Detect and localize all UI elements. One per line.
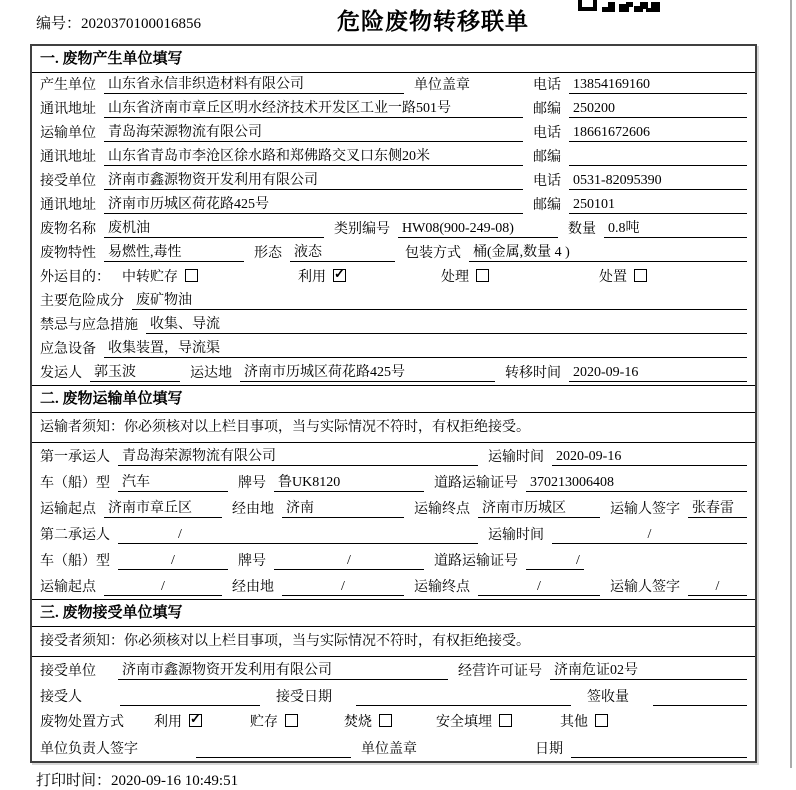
terminal2-value: /	[478, 579, 600, 596]
row-carrier2	[32, 521, 755, 547]
head-sign-value	[196, 757, 351, 758]
print-time-value: 2020-09-16 10:49:51	[111, 773, 239, 789]
option-label: 安全填埋	[436, 714, 492, 730]
row-waste-name	[32, 217, 755, 241]
row-accept-person	[32, 683, 755, 709]
row-head-sign	[32, 735, 755, 761]
addr1-label: 通讯地址	[40, 102, 96, 117]
option-label: 处置	[599, 269, 627, 285]
plate2-label: 牌号	[238, 554, 266, 569]
quantity-label: 数量	[568, 222, 596, 237]
destination-value: 济南市历城区荷花路425号	[240, 361, 495, 382]
checkbox-incinerate[interactable]	[379, 714, 392, 727]
zip2-value	[569, 165, 747, 166]
category-label: 类别编号	[334, 222, 390, 237]
plate1-value: 鲁UK8120	[274, 471, 424, 492]
row-carrier1	[32, 443, 755, 469]
road-no1-label: 道路运输证号	[434, 476, 518, 491]
disposal-option-store	[250, 711, 298, 731]
purpose-option-transit-storage	[122, 266, 198, 286]
zip2-label: 邮编	[533, 150, 561, 165]
row-purpose	[32, 265, 755, 289]
origin1-value: 济南市章丘区	[104, 497, 222, 518]
packing-value: 桶(金属,数量 4 )	[469, 241, 747, 262]
form-header	[0, 0, 796, 44]
print-time	[36, 769, 796, 790]
carrier2-label: 第二承运人	[40, 528, 110, 543]
phone1-value: 13854169160	[569, 77, 747, 94]
option-label: 利用	[154, 714, 182, 730]
category-value: HW08(900-249-08)	[398, 221, 558, 238]
row-route1	[32, 495, 755, 521]
trait-label: 废物特性	[40, 246, 96, 261]
time1-label: 运输时间	[488, 450, 544, 465]
purpose-option-utilize	[298, 266, 346, 286]
row-accept-unit	[32, 657, 755, 683]
date-value	[571, 757, 747, 758]
checkbox-treat[interactable]	[476, 269, 489, 282]
row-transporter-address	[32, 145, 755, 169]
taboo-value: 收集、导流	[146, 313, 747, 334]
row-vehicle2	[32, 547, 755, 573]
disposal-option-landfill	[436, 711, 512, 731]
row-receiver-address	[32, 193, 755, 217]
purpose-label: 外运目的：	[40, 269, 110, 285]
permit-value: 济南危证02号	[550, 659, 747, 680]
option-label: 焚烧	[344, 714, 372, 730]
zip3-label: 邮编	[533, 198, 561, 213]
time1-value: 2020-09-16	[552, 449, 747, 466]
addr2-value: 山东省青岛市李沧区徐水路和郑佛路交叉口东侧20米	[104, 145, 523, 166]
transfer-time-value: 2020-09-16	[569, 365, 747, 382]
equipment-label: 应急设备	[40, 342, 96, 357]
checkbox-store[interactable]	[285, 714, 298, 727]
zip1-label: 邮编	[533, 102, 561, 117]
terminal1-value: 济南市历城区	[478, 497, 600, 518]
transfer-time-label: 转移时间	[505, 366, 561, 381]
shipper-label: 发运人	[40, 366, 82, 381]
accept-unit-label: 接受单位	[40, 664, 96, 679]
road-no2-value: /	[526, 553, 584, 570]
accept-unit-value: 济南市鑫源物资开发利用有限公司	[118, 659, 448, 680]
checkbox-utilize-2[interactable]	[189, 714, 202, 727]
date-label: 日期	[535, 742, 563, 757]
option-label: 其他	[560, 714, 588, 730]
phone2-label: 电话	[533, 126, 561, 141]
row-equipment	[32, 337, 755, 361]
row-route2	[32, 573, 755, 599]
addr2-label: 通讯地址	[40, 150, 96, 165]
receipt-qty-value	[653, 705, 747, 706]
via1-label: 经由地	[232, 502, 274, 517]
road-no2-label: 道路运输证号	[434, 554, 518, 569]
carrier1-label: 第一承运人	[40, 450, 110, 465]
zip3-value: 250101	[569, 197, 747, 214]
section2-notice: 运输者须知：你必须核对以上栏目事项，当与实际情况不符时，有权拒绝接受。	[32, 413, 755, 443]
addr3-label: 通讯地址	[40, 198, 96, 213]
purpose-option-treat	[441, 266, 489, 286]
checkbox-landfill[interactable]	[499, 714, 512, 727]
carrier1-value: 青岛海荣源物流有限公司	[118, 445, 478, 466]
accept-person-value	[120, 705, 260, 706]
checkbox-transit-storage[interactable]	[185, 269, 198, 282]
via2-value: /	[282, 579, 404, 596]
section2-header: 二. 废物运输单位填写	[32, 385, 755, 413]
receiver-value: 济南市鑫源物资开发利用有限公司	[104, 169, 523, 190]
row-disposal	[32, 709, 755, 735]
origin2-value: /	[104, 579, 222, 596]
road-no1-value: 370213006408	[526, 475, 747, 492]
equipment-value: 收集装置，导流渠	[104, 337, 747, 358]
row-producer-address	[32, 97, 755, 121]
disposal-label: 废物处置方式	[40, 714, 124, 730]
waste-name-label: 废物名称	[40, 222, 96, 237]
terminal2-label: 运输终点	[414, 580, 470, 595]
viewer-page-edge	[790, 0, 792, 768]
hazard-label: 主要危险成分	[40, 294, 124, 309]
sign2-value: /	[688, 579, 747, 596]
vehicle2-label: 车（船）型	[40, 554, 110, 569]
serial-label: 编号：	[36, 16, 82, 32]
destination-label: 运达地	[190, 366, 232, 381]
row-hazard	[32, 289, 755, 313]
purpose-option-dispose	[599, 266, 647, 286]
row-producer	[32, 73, 755, 97]
row-shipper	[32, 361, 755, 385]
transporter-label: 运输单位	[40, 126, 96, 141]
phone3-label: 电话	[533, 174, 561, 189]
form-value: 液态	[290, 241, 395, 262]
permit-label: 经营许可证号	[458, 664, 542, 679]
terminal1-label: 运输终点	[414, 502, 470, 517]
hazard-value: 废矿物油	[132, 289, 747, 310]
plate2-value: /	[274, 553, 424, 570]
taboo-label: 禁忌与应急措施	[40, 318, 138, 333]
receiver-label: 接受单位	[40, 174, 96, 189]
origin2-label: 运输起点	[40, 580, 96, 595]
producer-label: 产生单位	[40, 78, 96, 93]
print-time-label: 打印时间：	[36, 773, 112, 789]
phone1-label: 电话	[533, 78, 561, 93]
option-label: 利用	[298, 269, 326, 285]
phone2-value: 18661672606	[569, 125, 747, 142]
plate1-label: 牌号	[238, 476, 266, 491]
accept-person-label: 接受人	[40, 690, 82, 705]
sign1-value: 张春雷	[688, 497, 747, 518]
section1-header: 一. 废物产生单位填写	[32, 46, 755, 73]
form-label: 形态	[254, 246, 282, 261]
shipper-value: 郭玉波	[90, 361, 180, 382]
origin1-label: 运输起点	[40, 502, 96, 517]
carrier2-value: /	[118, 527, 478, 544]
addr3-value: 济南市历城区荷花路425号	[104, 193, 523, 214]
disposal-option-other	[560, 711, 608, 731]
packing-label: 包装方式	[405, 246, 461, 261]
producer-value: 山东省永信非织造材料有限公司	[104, 73, 404, 94]
row-waste-trait	[32, 241, 755, 265]
receipt-qty-label: 签收量	[587, 690, 629, 705]
unit-seal2-label: 单位盖章	[361, 742, 417, 757]
transfer-form	[30, 44, 757, 763]
time2-value: /	[552, 527, 747, 544]
section3-header: 三. 废物接受单位填写	[32, 599, 755, 627]
sign2-label: 运输人签字	[610, 580, 680, 595]
disposal-option-incinerate	[344, 711, 392, 731]
waste-name-value: 废机油	[104, 217, 324, 238]
checkbox-other[interactable]	[595, 714, 608, 727]
quantity-value: 0.8吨	[604, 217, 747, 238]
transporter-value: 青岛海荣源物流有限公司	[104, 121, 523, 142]
time2-label: 运输时间	[488, 528, 544, 543]
via2-label: 经由地	[232, 580, 274, 595]
serial-value: 2020370100016856	[81, 16, 202, 32]
head-sign-label: 单位负责人签字	[40, 742, 138, 757]
option-label: 处理	[441, 269, 469, 285]
option-label: 中转贮存	[122, 269, 178, 285]
unit-seal-label: 单位盖章	[414, 78, 470, 93]
sign1-label: 运输人签字	[610, 502, 680, 517]
section3-notice: 接受者须知：你必须核对以上栏目事项，当与实际情况不符时，有权拒绝接受。	[32, 627, 755, 657]
via1-value: 济南	[282, 497, 404, 518]
accept-date-label: 接受日期	[276, 690, 332, 705]
row-taboo	[32, 313, 755, 337]
option-label: 贮存	[250, 714, 278, 730]
checkbox-utilize[interactable]	[333, 269, 346, 282]
trait-value: 易燃性,毒性	[104, 241, 244, 262]
page-title: 危险废物转移联单	[337, 9, 529, 34]
vehicle1-label: 车（船）型	[40, 476, 110, 491]
vehicle1-value: 汽车	[118, 471, 228, 492]
disposal-option-utilize	[154, 711, 202, 731]
phone3-value: 0531-82095390	[569, 173, 747, 190]
qr-code-fragment	[578, 0, 666, 18]
vehicle2-value: /	[118, 553, 228, 570]
checkbox-dispose[interactable]	[634, 269, 647, 282]
row-vehicle1	[32, 469, 755, 495]
row-receiver	[32, 169, 755, 193]
zip1-value: 250200	[569, 101, 747, 118]
addr1-value: 山东省济南市章丘区明水经济技术开发区工业一路501号	[104, 97, 523, 118]
row-transporter	[32, 121, 755, 145]
accept-date-value	[356, 705, 571, 706]
